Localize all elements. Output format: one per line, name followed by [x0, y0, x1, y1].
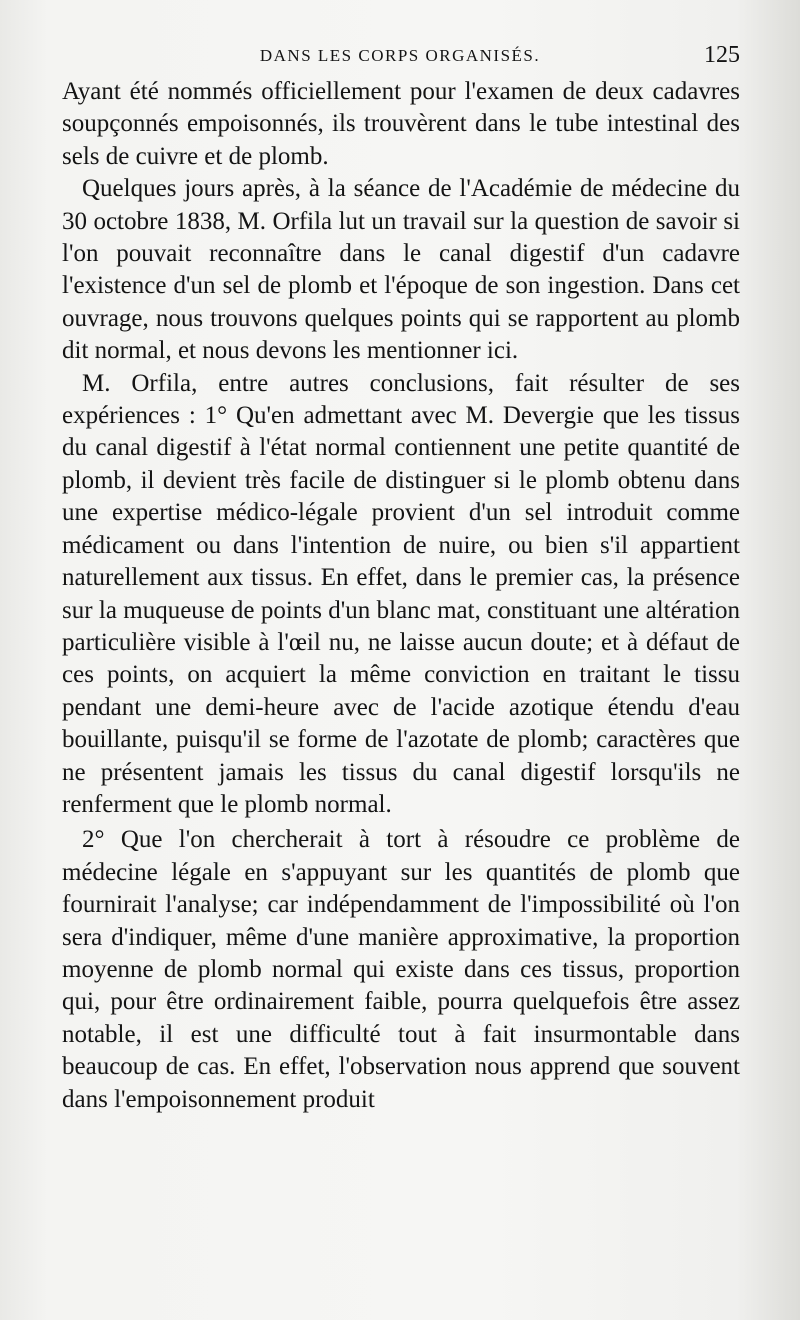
- running-head: [60, 40, 740, 74]
- paragraph: 2° Que l'on chercherait à tort à résoudre ce problème de médecine légale en s'appuyant sur les quantités de plomb que fournirait l'analyse; car indépendamment de l'impossibilité où l'on sera d'indiquer, même d'une manière approximative, la proportion moyenne de plomb normal qui existe dans ces tissus, proportion qui, pour être ordinairement faible, pourra quelquefois être assez notable, il est une difficulté tout à fait insurmontable dans beaucoup de cas. En effet, l'observation nous apprend que souvent dans l'empoisonnement produit: [62, 826, 740, 1113]
- running-title: DANS LES CORPS ORGANISÉS.: [259, 46, 541, 65]
- paragraph: Quelques jours après, à la séance de l'Académie de médecine du 30 octobre 1838, M. Orfila lut un travail sur la question de savoir si l'on pouvait reconnaître dans le canal digestif d'un cadavre l'existence d'un sel de plomb et l'époque de son ingestion. Dans cet ouvrage, nous trouvons quelques points qui se rapportent au plomb dit normal, et nous devons les mentionner ici.: [62, 175, 740, 365]
- page-number: 125: [704, 42, 740, 68]
- paragraph-continued: Ayant été nommés officiellement pour l'examen de deux cadavres soupçonnés empoisonnés, ils trouvèrent dans le tube intestinal des sels de cuivre et de plomb.: [62, 78, 740, 170]
- paragraph: M. Orfila, entre autres conclusions, fait résulter de ses expériences : 1° Qu'en admettant avec M. Devergie que les tissus du canal digestif à l'état normal contiennent une petite quantité de plomb, il devient très facile de distinguer si le plomb obtenu dans une expertise médico-légale provient d'un sel introduit comme médicament ou dans l'intention de nuire, ou bien s'il appartient naturellement aux tissus. En effet, dans le premier cas, la présence sur la muqueuse de points d'un blanc mat, constituant une altération particulière visible à l'œil nu, ne laisse aucun doute; et à défaut de ces points, on acquiert la même conviction en traitant le tissu pendant une demi-heure avec de l'acide azotique étendu d'eau bouillante, puisqu'il se forme de l'azotate de plomb; caractères que ne présentent jamais les tissus du canal digestif lorsqu'ils ne renferment que le plomb normal.: [62, 369, 740, 818]
- body-text: [62, 76, 740, 1116]
